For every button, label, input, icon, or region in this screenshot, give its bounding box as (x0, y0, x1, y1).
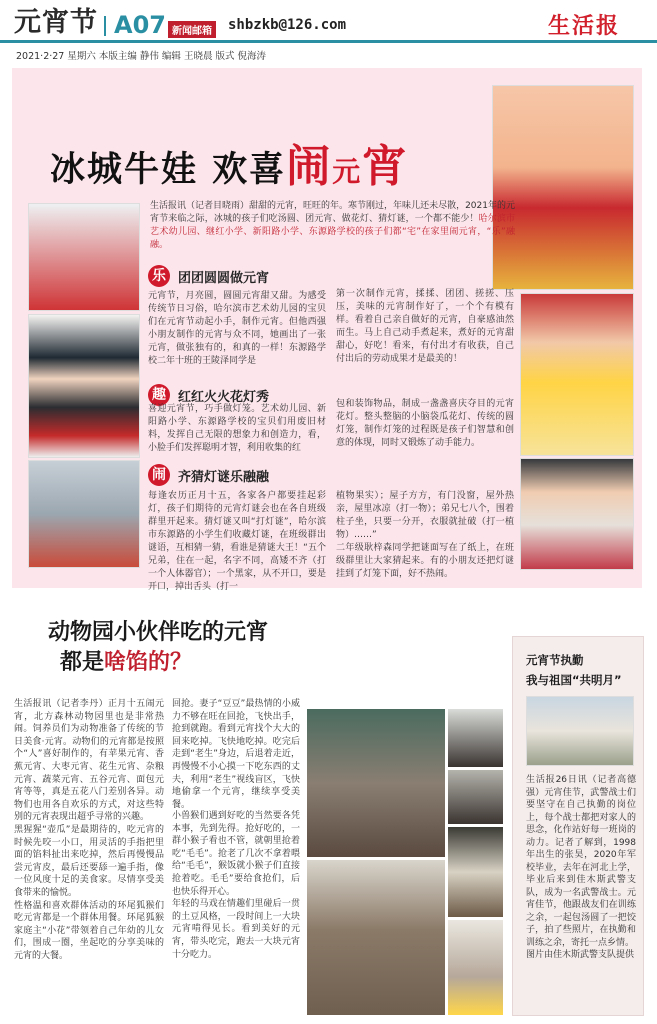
headline-nao: 闹 (286, 141, 333, 192)
section1-text-left: 元宵节，月亮圆，圆圆元宵甜又甜。为感受传统节日习俗，哈尔滨市艺术幼儿园的宝贝们在元宵节动起小手，制作元宵。但他西强小朋友制作的元宵与众不同，她画出了一张元宵，做张独有的，和真的一样！东源路学校二年十班的王陵泽同学是 (148, 291, 326, 366)
sidebar-title-line1: 元宵节执勤 (526, 653, 584, 667)
zoo-headline-line2 (60, 648, 192, 678)
subhead-title: 齐猜灯谜乐融融 (178, 469, 270, 485)
newspaper-logo: 生活报 (548, 13, 621, 39)
photo-boy-with-red-lantern (28, 314, 140, 458)
photo-monkeys-group (306, 859, 446, 1016)
zoo-article-col1: 生活报讯（记者李丹）正月十五闹元宵，北方森林动物园里也是非常热闹。饲养员们为动物准备了传统的节日美食·元宵。动物们的元宵都是按照个“人”喜好制作的，有苹果元宵、香蕉元宵、大枣元宵、花生元宵、杂粮元宵、蔬菜元宵、五谷元宵、面包元宵等等，真是五花八门差别各异。动物们也用各自欢乐的方式，对这些特别的元宵表现出超乎寻常的兴趣。 黑猩猩“壶瓜”是最期待的，吃元宵的时候先咬一小口，用灵活的手指把里面的馅料扯出来吃掉，然后再慢慢品尝元宵皮，最后还要舔一遍手指，像一位风度十足的美食家。尽情享受美食带来的愉悦。 性格温和喜欢群体活动的环尾狐猴们吃元宵都是一个群体用餐。环尾狐猴家庭主“小花”带领着自己年幼的儿女们，围成一圈，坐起吃的分享美味的元宵的大餐。 (14, 699, 164, 961)
masthead-rule (0, 40, 657, 43)
masthead-divider (104, 16, 106, 36)
photo-monkey (447, 769, 504, 825)
section2-text-right: 包和装饰物品，制成一盏盏喜庆夺目的元宵花灯。整头整脑的小脑袋瓜花灯、传统的圆灯笼，制作灯笼的过程既是孩子们智慧和创意的体现，同时又锻炼了动手能力。 (336, 399, 514, 448)
zoo-photo-grid (306, 708, 504, 1016)
photo-lemur (447, 826, 504, 918)
intro-highlight: 哈尔滨市艺术幼儿园、继红小学、新阳路小学、东源路学校的孩子们都“宅”在家里闹元宵，“乐”融融。 (150, 214, 515, 250)
headline-text: 冰城牛娃 欢喜 (50, 150, 287, 190)
zoo-article-col3: 小兽猴们遇到好吃的当然要各凭本事，先到先得。抢好吃的，一群小猴子看也不管，就朝里抢着吃“毛毛”。抢老了几次不拿着喂给“毛毛”，猴饭就小猴子们直接抢着吃。毛毛”要给食抢们，后也快乐得开心。 年轻的马戏在情趣们里碰后一贯的土豆风格，一段时间上一大块元宵啃得见长。看到美好的元宵，带头吃完，跑去一大块元宵十分吃力。 (172, 811, 300, 960)
subhead-title: 团团圆圆做元宵 (178, 270, 270, 286)
photo-soldier-on-duty (526, 696, 634, 766)
section2-text-left: 喜迎元宵节，巧手做灯笼。艺术幼儿园、新阳路小学、东源路学校的宝贝们用废旧材料，发挥自己无限的想象力和创造力，看，小脸手们发挥聪明才智，利用收集的红 (148, 404, 326, 453)
photo-girl-with-drawing (520, 293, 634, 456)
sidebar-text: 生活报26日讯（记者高德强）元宵佳节，武警战士们要坚守在自己执勤的岗位上，每个战士都把对家人的思念，化作站好每一班岗的动力。记者了解到，1998年出生的张昊，2020年军校毕业，去年在河北上学，毕业后来到佳木斯武警支队，成为一名武警战士。元宵佳节，他跟战友们在训练之余，一起包汤圆了一把饺子，拍了些照片，在执勤和训练之余，寄托一点乡情。 图片由佳木斯武警支队提供 (526, 775, 636, 960)
photo-girl-with-lantern (28, 203, 140, 311)
section3-text-right: 植物果实）；屋子方方，有门没窗，屋外热亲，屋里冰凉（打一物）；弟兄七八个，围着柱子坐，只要一分开，衣服就扯破（打一植物）……” 二年级耿梓森同学把谜面写在了纸上，在班级群里让大家猜起来。有的小朋友还把灯谜挂到了灯笼下面，好不热闹。 (336, 491, 514, 579)
feature-headline (50, 130, 408, 194)
section1-text-right: 第一次制作元宵，揉揉、团团、搓搓、压压，美味的元宵制作好了，一个个有模有样。看着自己亲自做好的元宵，自豪感油然而生。马上自己动手煮起来，煮好的元宵甜甜心，好吃！看来，有付出才有收获，自己付出后的劳动成果才是最美的！ (336, 289, 514, 364)
section3-text-left: 每逢农历正月十五，各家各户都要挂起彩灯，孩子们期待的元宵灯谜会也在各自班级群里开起来。猜灯谜又叫“打灯谜”，哈尔滨市东源路的小学生们收藏灯谜，在班级群出谜语，互相猜一猜，看谁是猜谜大王！“五个兄弟，住在一起，名字不同，高矮不齐（打一个人体器官）；一个黑家，从不开口，要是开口，掉出舌头（打一 (148, 491, 326, 592)
section-name: 元宵节 (14, 7, 98, 38)
intro-lead: 生活报讯（记者目晓雨）甜甜的元宵，旺旺的年。寒节刚过，年味儿还未尽散，2021年的元宵节来临之际，冰城的孩子们吃汤圆、团元宵、做花灯、猜灯谜，一个都不能少！ (150, 201, 515, 224)
sidebar-title-line2: 我与祖国“共明月” (526, 673, 622, 687)
headline-yuan: 元 (332, 155, 363, 188)
zoo-headline-pre: 都是 (60, 650, 105, 675)
photo-chimp (447, 708, 504, 768)
le-badge-icon: 乐 (148, 265, 170, 287)
feature-intro (150, 200, 515, 252)
zoo-headline-red: 啥馅的 (104, 650, 171, 675)
page-number: A07 (114, 11, 166, 39)
subhead-lantern-riddles (148, 464, 269, 486)
email-address[interactable]: shbzkb@126.com (228, 17, 347, 33)
nao-badge-icon: 闹 (148, 464, 170, 486)
photo-girl-with-yuanxiao-drawing (520, 458, 634, 570)
headline-xiao: 宵 (362, 141, 409, 192)
photo-boy-with-ox-lantern (492, 85, 634, 290)
photo-hippo (306, 708, 446, 858)
zoo-headline-line1: 动物园小伙伴吃的元宵 (48, 620, 269, 645)
qu-badge-icon: 趣 (148, 384, 170, 406)
subhead-title: 红红火火花灯秀 (178, 389, 270, 405)
photo-monkey-eating (447, 919, 504, 1016)
email-tag: 新闻邮箱 (168, 21, 216, 38)
photo-boy-cooking (28, 460, 140, 568)
issue-info: 2021·2·27 星期六 本版主编 静伟 编辑 王晓晨 版式 倪海涛 (16, 51, 266, 62)
subhead-make-yuanxiao (148, 265, 269, 287)
zoo-article-col2: 回抢。妻子“豆豆”最热情的小威力不够在旺在回抢，飞快出手，抢到就跑。看到元宵找个大大的回来吃掉。飞快地吃掉。吃完后走到“老生”身边，后退着走近，再慢慢不小心摸一下吃东西的丈夫，利用“老生”视线盲区，飞快地偷拿一个元宵，继续享受美餐。 (172, 699, 300, 810)
zoo-headline-post: ？ (170, 650, 193, 675)
